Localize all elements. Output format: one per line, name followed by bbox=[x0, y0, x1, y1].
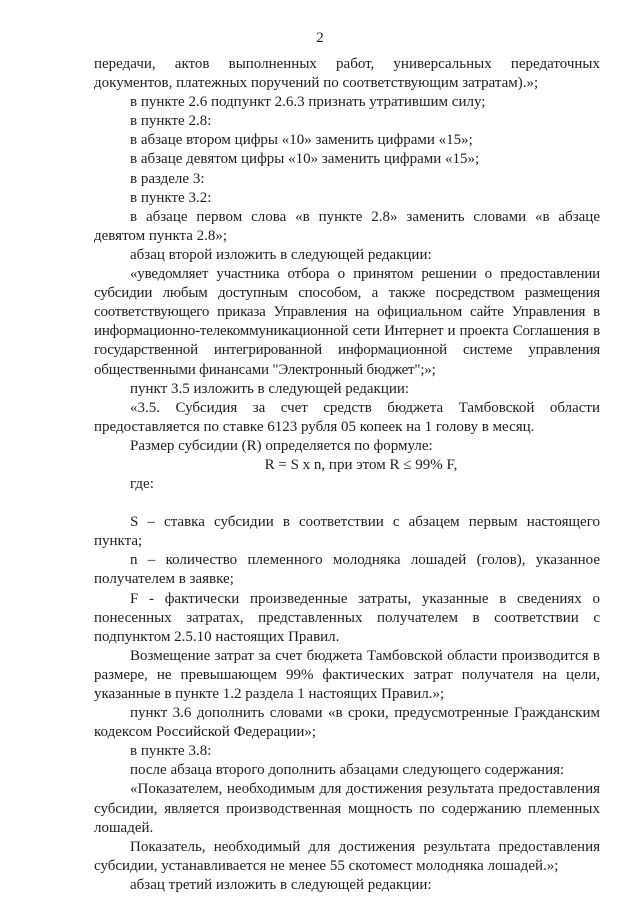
paragraph: Размер субсидии (R) определяется по формуле: bbox=[130, 437, 433, 454]
paragraph: в пункте 3.2: bbox=[130, 189, 212, 206]
formula: R = S x n, при этом R ≤ 99% F, bbox=[264, 456, 458, 473]
paragraph: «3.5. Субсидия за счет средств бюджета Тамбовской области предоставляется по ставке 6123 рубля 05 копеек на 1 голову в месяц. bbox=[94, 399, 600, 435]
document-body bbox=[94, 55, 600, 895]
paragraph: в разделе 3: bbox=[130, 170, 205, 187]
paragraph: в пункте 2.6 подпункт 2.6.3 признать утратившим силу; bbox=[130, 94, 486, 111]
paragraph: F - фактически произведенные затраты, указанные в сведениях о понесенных затратах, представленных получателем в соответствии с подпунктом 2.5.10 настоящих Правил. bbox=[94, 590, 600, 645]
paragraph: в пункте 3.8: bbox=[130, 743, 212, 760]
paragraph: пункт 3.6 дополнить словами «в сроки, предусмотренные Гражданским кодексом Российской Федерации»; bbox=[94, 705, 600, 741]
blank-line bbox=[94, 494, 600, 513]
paragraph: передачи, актов выполненных работ, универсальных передаточных bbox=[94, 56, 600, 72]
paragraph: где: bbox=[130, 476, 154, 493]
page-number: 2 bbox=[316, 30, 324, 46]
paragraph: в абзаце первом слова «в пункте 2.8» заменить словами «в абзаце девятом пункта 2.8»; bbox=[94, 208, 600, 244]
paragraph: в абзаце втором цифры «10» заменить цифрами «15»; bbox=[130, 132, 473, 149]
paragraph: «Показателем, необходимым для достижения результата предоставления субсидии, является производственная мощность по содержанию племенных лошадей. bbox=[94, 781, 600, 836]
paragraph: документов, платежных поручений по соответствующим затратам).»; bbox=[94, 75, 539, 92]
paragraph: пункт 3.5 изложить в следующей редакции: bbox=[130, 380, 410, 397]
paragraph: n – количество племенного молодняка лошадей (голов), указанное получателем в заявке; bbox=[94, 552, 600, 588]
paragraph: абзац третий изложить в следующей редакции: bbox=[130, 876, 432, 893]
paragraph: S – ставка субсидии в соответствии с абзацем первым настоящего пункта; bbox=[94, 514, 600, 550]
paragraph: в пункте 2.8: bbox=[130, 113, 212, 130]
paragraph: после абзаца второго дополнить абзацами следующего содержания: bbox=[130, 762, 565, 779]
paragraph: Возмещение затрат за счет бюджета Тамбовской области производится в размере, не превышающем 99% фактических затрат получателя на цели, указанные в пункте 1.2 раздела 1 настоящих Правил.»; bbox=[94, 647, 600, 702]
paragraph: «уведомляет участника отбора о принятом решении о предоставлении субсидии любым доступным способом, а также посредством размещения соответствующего приказа Управления на официальном сайте Управления в информационно-телекоммуникационной сети Интернет и проекта Соглашения в государственной интегрированной информационной системе управления общественными финансами "Электронный бюджет";»; bbox=[94, 266, 600, 378]
paragraph: Показатель, необходимый для достижения результата предоставления субсидии, устанавливается не менее 55 скотомест молодняка лошадей.»; bbox=[94, 838, 600, 874]
paragraph: в абзаце девятом цифры «10» заменить цифрами «15»; bbox=[130, 151, 480, 168]
paragraph: абзац второй изложить в следующей редакции: bbox=[130, 246, 432, 263]
